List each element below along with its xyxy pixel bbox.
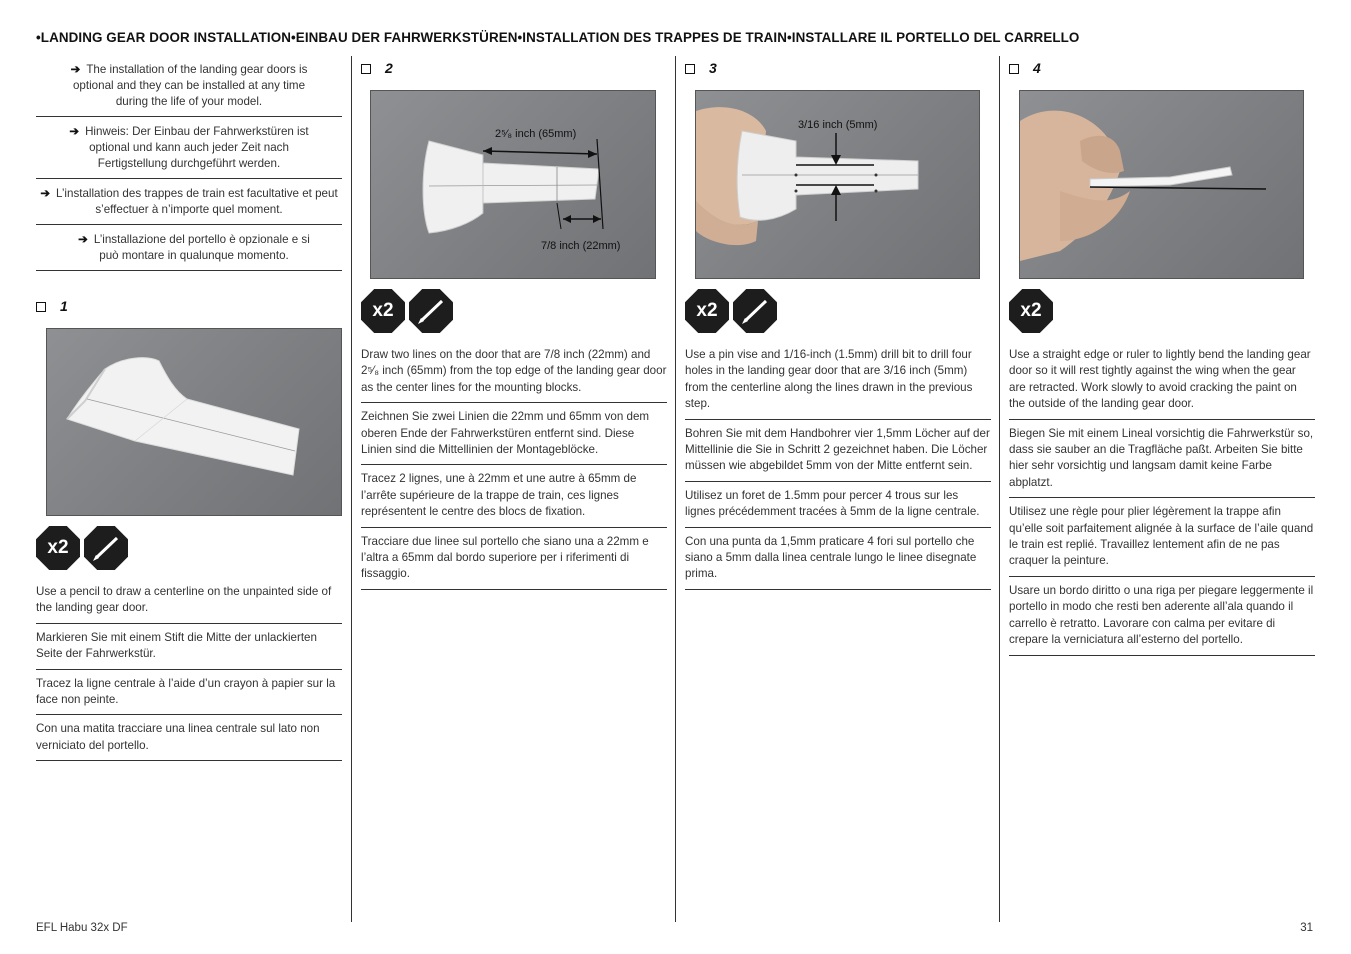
- step-2-instructions: [361, 347, 667, 590]
- step-1-instructions: [36, 584, 342, 761]
- column-divider: [351, 56, 352, 922]
- instruction-french: Tracez la ligne centrale à l’aide d’un crayon à papier sur la face non peinte.: [36, 676, 342, 716]
- note-german: ➔ Hinweis: Der Einbau der Fahrwerkstüren ist optional und kann auch jeder Zeit nach Fertigstellung durchgeführt werden.: [36, 122, 342, 179]
- arrow-icon: ➔: [70, 63, 81, 76]
- note-italian: ➔ L’installazione del portello è opzionale e si può montare in qualunque momento.: [36, 230, 342, 271]
- step-4-photo: [1019, 90, 1304, 279]
- step-3-instructions: [685, 347, 991, 590]
- step-2-photo: [370, 90, 656, 279]
- instruction-italian: Con una matita tracciare una linea centrale sul lato non verniciato del portello.: [36, 721, 342, 761]
- instruction-german: Markieren Sie mit einem Stift die Mitte der unlackierten Seite der Fahrwerkstür.: [36, 630, 342, 670]
- step-icons: [36, 526, 342, 570]
- step-label: 3: [685, 60, 991, 76]
- dimension-label-5mm: 3/16 inch (5mm): [798, 119, 878, 131]
- step-1-photo: [46, 328, 342, 516]
- step-icons: [1009, 289, 1315, 333]
- step-4: [1009, 60, 1315, 662]
- step-4-instructions: [1009, 347, 1315, 656]
- arrow-icon: ➔: [40, 187, 51, 200]
- instruction-french: Utilisez une règle pour plier légèrement la trappe afin qu’elle soit parfaitement alignée à la surface de l’aile quand le train est replié. Travaillez lentement afin de ne pas craquer la peinture.: [1009, 504, 1315, 577]
- instruction-italian: Tracciare due linee sul portello che siano una a 22mm e l’altra a 65mm dal bordo superiore per i riferimenti di fissaggio.: [361, 534, 667, 590]
- footer-model-name: EFL Habu 32x DF: [36, 922, 128, 934]
- quantity-x2-icon: x2: [361, 289, 405, 333]
- step-3: [685, 60, 991, 596]
- checkbox-icon[interactable]: [36, 302, 46, 312]
- note-french: ➔ L’installation des trappes de train est facultative et peut s’effectuer à n’importe quel moment.: [36, 184, 342, 225]
- arrow-icon: ➔: [78, 233, 88, 246]
- instruction-german: Zeichnen Sie zwei Linien die 22mm und 65mm von dem oberen Ende der Fahrwerkstüren entfernt sind. Diese Linien sind die Mittellinien der Montageblöcke.: [361, 409, 667, 465]
- instruction-italian: Con una punta da 1,5mm praticare 4 fori sul portello che siano a 5mm dalla linea centrale lungo le linee disegnate prima.: [685, 534, 991, 590]
- instruction-french: Tracez 2 lignes, une à 22mm et une autre à 65mm de l’arrête supérieure de la trappe de train, ces lignes représentent le centre des blocs de fixation.: [361, 471, 667, 527]
- step-label: 2: [361, 60, 667, 76]
- step-label: 4: [1009, 60, 1315, 76]
- step-1: [36, 298, 342, 767]
- step-3-photo: [695, 90, 980, 279]
- arrow-icon: ➔: [69, 125, 80, 138]
- checkbox-icon[interactable]: [361, 64, 371, 74]
- note-english: ➔ The installation of the landing gear doors is optional and they can be installed at any time during the life of your model.: [36, 60, 342, 117]
- instruction-english: Use a straight edge or ruler to lightly bend the landing gear door so it will rest tightly against the wing when the gear are retracted. Work slowly to avoid cracking the paint on the outside of the landing gear door.: [1009, 347, 1315, 420]
- instruction-italian: Usare un bordo diritto o una riga per piegare leggermente il portello in modo che resti ben aderente all’ala quando il carrello è retratto. Lavorare con calma per evitare di crepare la verniciatura all’esterno del portello.: [1009, 583, 1315, 656]
- intro-notes: [36, 60, 342, 276]
- instruction-english: Use a pencil to draw a centerline on the unpainted side of the landing gear door.: [36, 584, 342, 624]
- quantity-x2-icon: x2: [1009, 289, 1053, 333]
- pencil-icon: [409, 289, 453, 333]
- column-divider: [675, 56, 676, 922]
- instruction-french: Utilisez un foret de 1.5mm pour percer 4 trous sur les lignes précédemment tracées à 5mm de la ligne centrale.: [685, 488, 991, 528]
- step-icons: [685, 289, 991, 333]
- instruction-english: Draw two lines on the door that are 7/8 inch (22mm) and 2⁵⁄₈ inch (65mm) from the top edge of the landing gear door as the center lines for the mounting blocks.: [361, 347, 667, 403]
- page-title: •LANDING GEAR DOOR INSTALLATION•EINBAU DER FAHRWERKSTÜREN•INSTALLATION DES TRAPPES DE TRAIN•INSTALLARE IL PORTELLO DEL CARRELLO: [36, 30, 1080, 45]
- instruction-german: Biegen Sie mit einem Lineal vorsichtig die Fahrwerkstür so, dass sie sauber an die Tragfläche paßt. Arbeiten Sie bitte hier sehr vorsichtig und langsam damit keine Farbe abplatzt.: [1009, 426, 1315, 499]
- checkbox-icon[interactable]: [685, 64, 695, 74]
- step-label: 1: [36, 298, 342, 314]
- column-divider: [999, 56, 1000, 922]
- instruction-english: Use a pin vise and 1/16-inch (1.5mm) drill bit to drill four holes in the landing gear door that are 3/16 inch (5mm) from the centerline along the lines drawn in the previous step.: [685, 347, 991, 420]
- step-icons: [361, 289, 667, 333]
- pencil-icon: [84, 526, 128, 570]
- quantity-x2-icon: x2: [36, 526, 80, 570]
- instruction-german: Bohren Sie mit dem Handbohrer vier 1,5mm Löcher auf der Mittellinie die Sie in Schritt 2 gezeichnet haben. Die Löcher müssen wie abgebildet 5mm von der Mitte entfernt sein.: [685, 426, 991, 482]
- quantity-x2-icon: x2: [685, 289, 729, 333]
- pencil-icon: [733, 289, 777, 333]
- dimension-label-65mm: 2⁵⁄₈ inch (65mm): [495, 128, 577, 140]
- step-2: [361, 60, 667, 596]
- page-number: 31: [1300, 922, 1313, 934]
- dimension-label-22mm: 7/8 inch (22mm): [541, 240, 621, 252]
- checkbox-icon[interactable]: [1009, 64, 1019, 74]
